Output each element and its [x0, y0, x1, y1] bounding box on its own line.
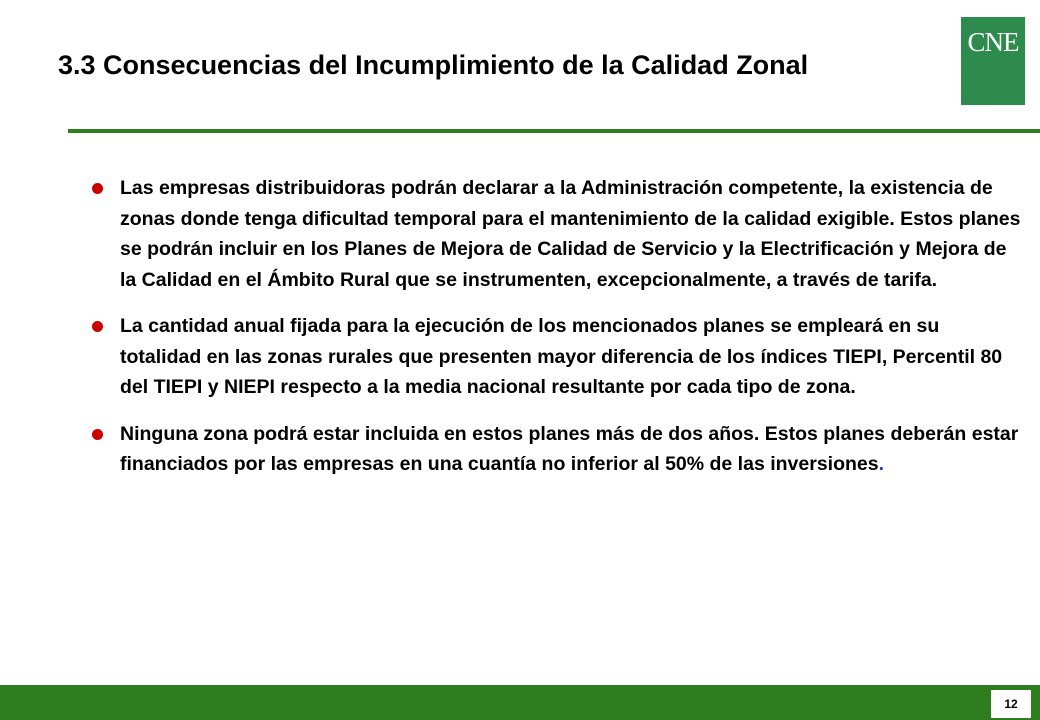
bullet-trailing-period: .: [878, 453, 885, 475]
bullet-item: [92, 419, 1022, 480]
logo-text: CNE: [967, 27, 1019, 57]
cne-logo: [961, 17, 1025, 105]
bullet-text: Ninguna zona podrá estar incluida en estos planes más de dos años. Estos planes deberán estar financiados por las empresas en una cuantía no inferior al 50% de las inversiones: [120, 422, 1019, 475]
bullet-dot-icon: [92, 321, 103, 332]
title-divider: [68, 129, 1040, 133]
page-number-box: [991, 690, 1031, 718]
slide-title: 3.3 Consecuencias del Incumplimiento de la Calidad Zonal: [58, 50, 809, 80]
bullet-dot-icon: [92, 183, 103, 194]
footer-bar: [0, 685, 1040, 720]
bullet-dot-icon: [92, 429, 103, 440]
bullet-item: [92, 311, 1022, 403]
bullet-item: [92, 173, 1022, 295]
bullet-text: Las empresas distribuidoras podrán declarar a la Administración competente, la existencia de zonas donde tenga dificultad temporal para el mantenimiento de la calidad exigible. Estos planes se podrán incluir en los Planes de Mejora de Calidad de Servicio y la Electrificación y Mejora de la Calidad en el Ámbito Rural que se instrumenten, excepcionalmente, a través de tarifa.: [120, 177, 1021, 291]
bullet-text: La cantidad anual fijada para la ejecución de los mencionados planes se empleará en su totalidad en las zonas rurales que presenten mayor diferencia de los índices TIEPI, Percentil 80 del TIEPI y NIEPI respecto a la media nacional resultante por cada tipo de zona.: [120, 315, 1003, 398]
page-number: 12: [1004, 697, 1018, 711]
bullet-list: [92, 173, 1022, 496]
